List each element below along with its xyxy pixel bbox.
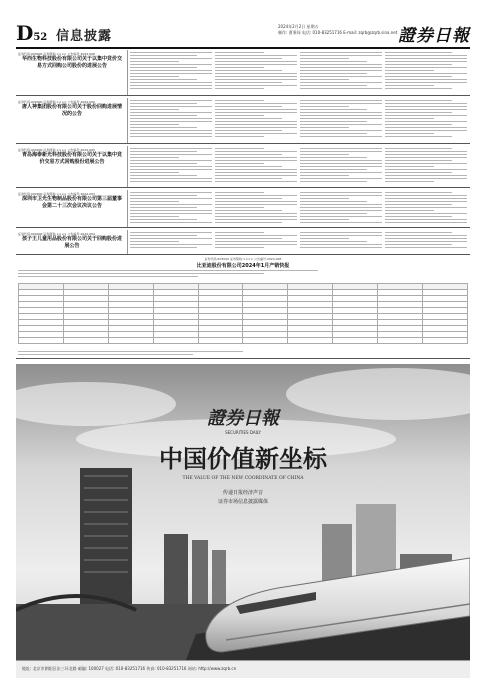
text-column	[215, 52, 297, 93]
text-column	[130, 52, 212, 93]
section-title: 信息披露	[56, 29, 113, 44]
ad-slogan-2: 证券市场信息披露媒体	[217, 499, 269, 505]
stock-code: 证券代码:000000 证券简称:×××× 公告编号:2024-005	[18, 148, 95, 152]
notice-5	[16, 230, 470, 255]
text-column	[385, 232, 467, 252]
notice-titlebox	[16, 98, 128, 143]
notice-body	[130, 192, 468, 225]
notice-2	[16, 98, 470, 144]
notice-body	[130, 232, 468, 252]
text-column	[300, 100, 382, 141]
text-column	[385, 100, 467, 141]
sales-table	[18, 283, 468, 344]
notice-title: 唐人神集团股份有限公司关于股份回购进展情况的公告	[21, 104, 122, 117]
notice-titlebox	[16, 190, 128, 227]
stock-code: 证券代码:000000 证券简称:×××× 公告编号:2024-008	[18, 52, 95, 56]
text-column	[300, 192, 382, 225]
sales-report-section	[16, 257, 470, 359]
notice-titlebox	[16, 230, 128, 254]
text-column	[385, 148, 467, 185]
notice-title: 深圳市卫光生物制品股份有限公司第三届董事会第二十三次会议决议公告	[21, 196, 122, 209]
text-column	[215, 148, 297, 185]
notice-section	[16, 50, 470, 255]
text-column	[130, 100, 212, 141]
text-column	[215, 232, 297, 252]
table-notes	[18, 270, 318, 279]
table-meta: 证券代码:603000 证券简称:×××× 公告编号:2024-006	[204, 257, 282, 261]
text-column	[300, 148, 382, 185]
stock-code: 证券代码:000000 证券简称:×××× 公告编号:2024-004	[18, 232, 95, 236]
ad-footer-text: 地址: 北京市朝阳区东三环北路 邮编: 100027 电话: 010-83251716 传真: 010-83251716 网站: http://www.zqrb.cn	[22, 666, 237, 671]
ad-slogan-1: 传递日报经济声音	[222, 490, 264, 496]
ad-footer	[16, 660, 470, 678]
notice-titlebox	[16, 146, 128, 187]
text-column	[215, 192, 297, 225]
text-column	[385, 192, 467, 225]
notice-body	[130, 148, 468, 185]
ad-logo-sub: SECURITIES DAILY	[225, 430, 261, 435]
masthead-logo: 證券日報	[398, 26, 470, 46]
text-column	[300, 232, 382, 252]
notice-body	[130, 52, 468, 93]
notice-4	[16, 190, 470, 228]
header-rule	[16, 47, 470, 49]
page-number: D52	[16, 21, 48, 45]
issue-info	[278, 24, 397, 36]
ad-illustration	[16, 364, 470, 660]
ad-headline: 中国价值新坐标	[159, 445, 327, 473]
text-column	[300, 52, 382, 93]
notice-titlebox	[16, 50, 128, 95]
stock-code: 证券代码:000000 证券简称:×××× 公告编号:2024-006	[18, 100, 95, 104]
advertisement	[16, 364, 470, 660]
text-column	[130, 232, 212, 252]
notice-title: 青岛海泰新光科技股份有限公司关于以集中竞价交易方式回购股份进展公告	[21, 152, 122, 165]
text-column	[385, 52, 467, 93]
stock-code: 证券代码:000000 证券简称:×××× 公告编号:2024-003	[18, 192, 95, 196]
notice-title: 华西生物科技股份有限公司关于以集中竞价交易方式回购公司股份的进展公告	[21, 56, 122, 69]
table-title: 比亚迪股份有限公司2024年1月产销快报	[196, 263, 290, 269]
ad-logo: 證券日報	[207, 408, 279, 429]
notice-title: 孩子王儿童用品股份有限公司关于回购股份进展公告	[21, 236, 122, 249]
ad-subline: THE VALUE OF THE NEW COORDINATE OF CHINA	[182, 476, 304, 481]
text-column	[215, 100, 297, 141]
page-header	[16, 22, 470, 46]
notice-3	[16, 146, 470, 188]
editor-line: 制作: 曹秉琛 电话: 010-83251716 E-mail: zqrb@zqrb.sina.net	[278, 30, 398, 35]
table-footer	[18, 351, 268, 357]
notice-body	[130, 100, 468, 141]
text-column	[130, 192, 212, 225]
issue-date: 2024年2月2日 星期五	[278, 24, 319, 29]
notice-1	[16, 50, 470, 96]
text-column	[130, 148, 212, 185]
table-row	[19, 338, 468, 344]
